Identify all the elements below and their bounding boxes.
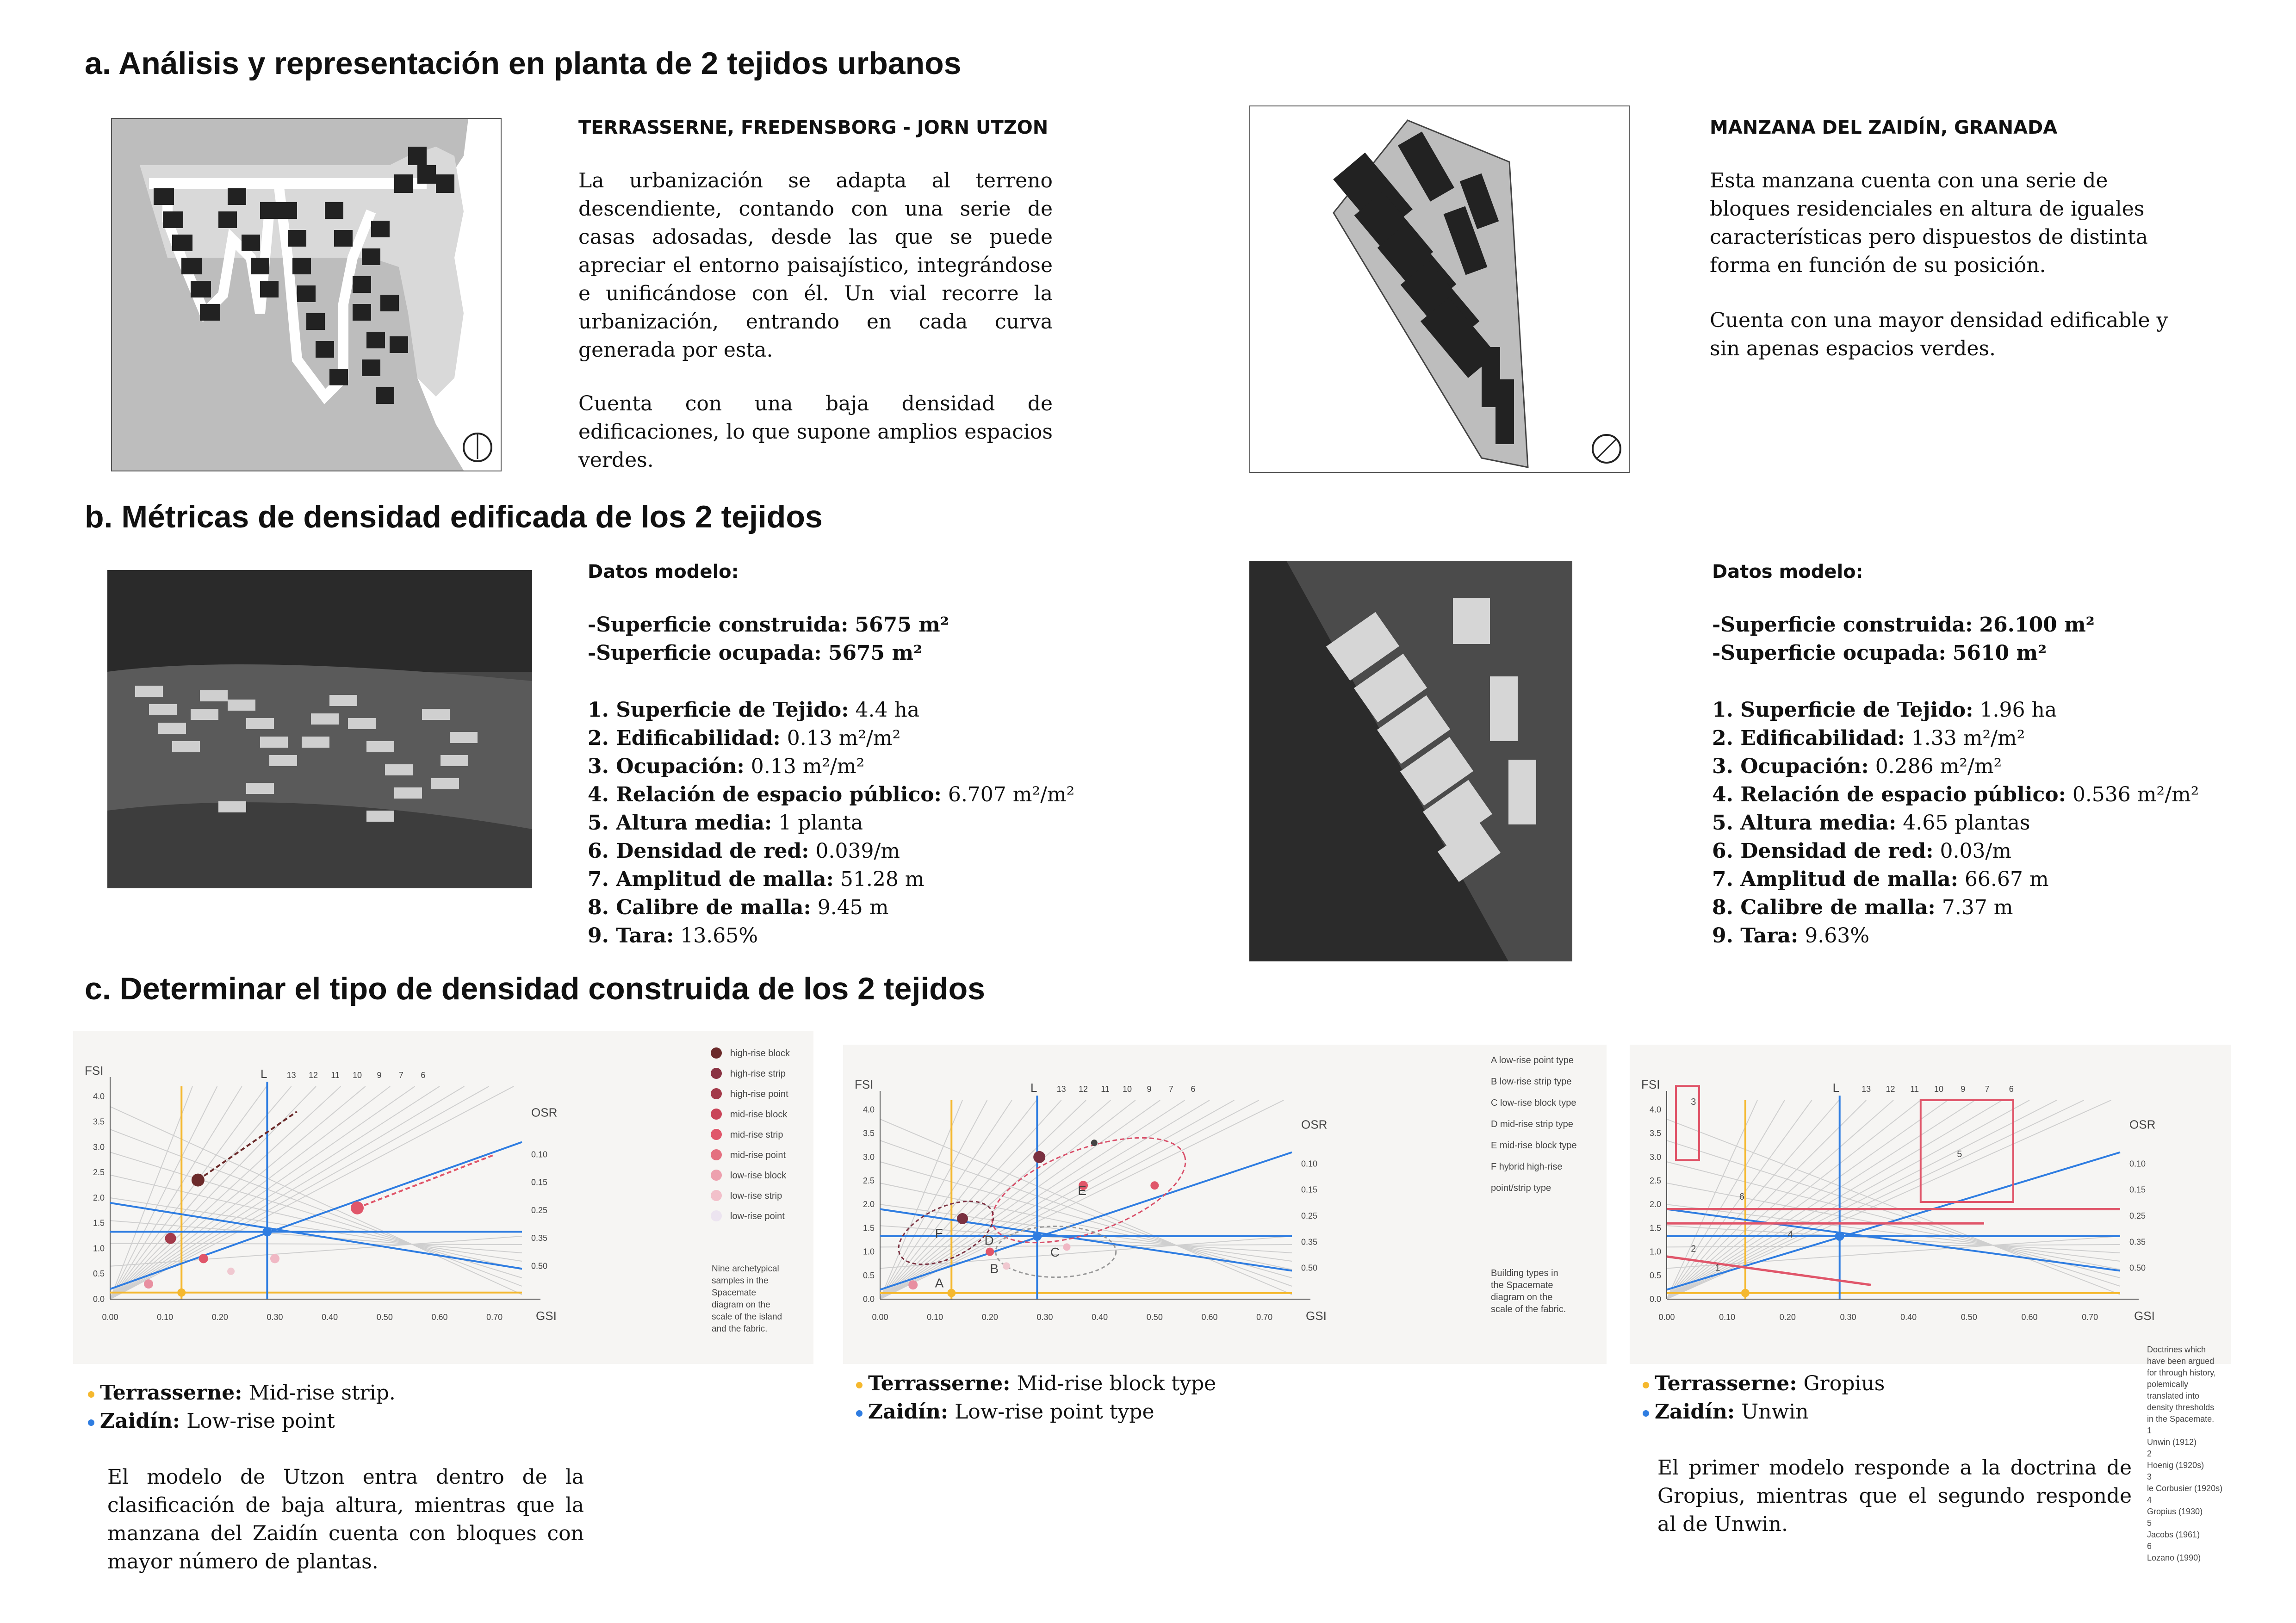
x-tick-label: 0.10 — [927, 1313, 943, 1322]
osr-tick-label: 0.10 — [1301, 1159, 1318, 1169]
x-tick-label: 0.70 — [1256, 1313, 1273, 1322]
l-tick-label: 7 — [1168, 1084, 1173, 1094]
terrasserne-built-area: -Superficie construida: 5675 m² — [588, 613, 949, 637]
metric-row: 8. Calibre de malla: 9.45 m — [588, 896, 889, 919]
y-tick-label: 2.5 — [1649, 1176, 1661, 1186]
doctrine-note-line: Jacobs (1961) — [2147, 1530, 2200, 1539]
osr-axis-label: OSR — [2129, 1117, 2156, 1132]
terrasserne-title: TERRASSERNE, FREDENSBORG - JORN UTZON — [578, 117, 1049, 138]
diagram-note-line: Spacemate — [712, 1288, 757, 1298]
terrasserne-point — [947, 1289, 956, 1297]
y-tick-label: 3.5 — [863, 1128, 875, 1138]
type-legend-label: E mid-rise block type — [1491, 1140, 1577, 1151]
osr-tick-label: 0.15 — [2129, 1185, 2146, 1195]
osr-tick-label: 0.50 — [1301, 1263, 1318, 1273]
zaidin-point — [262, 1227, 272, 1236]
y-tick-label: 3.5 — [1649, 1128, 1661, 1138]
terrasserne-metrics-list — [588, 696, 1074, 950]
y-tick-label: 2.5 — [863, 1176, 875, 1186]
type-legend-label: low-rise strip — [730, 1191, 782, 1201]
doctrine-note-line: density thresholds — [2147, 1403, 2215, 1412]
osr-axis-label: OSR — [531, 1105, 558, 1120]
l-tick-label: 10 — [352, 1071, 362, 1080]
doctrine-note-line: le Corbusier (1920s) — [2147, 1484, 2223, 1493]
l-tick-label: 13 — [1056, 1084, 1066, 1094]
terrasserne-aerial-photo — [107, 570, 532, 888]
metric-row: 2. Edificabilidad: 0.13 m²/m² — [588, 726, 901, 750]
metric-row: 8. Calibre de malla: 7.37 m — [1712, 896, 2013, 919]
x-tick-label: 0.00 — [872, 1313, 888, 1322]
sample-point — [227, 1268, 235, 1275]
x-tick-label: 0.40 — [1900, 1313, 1917, 1322]
building-type-label: B — [990, 1261, 999, 1276]
terrasserne-color-dot — [88, 1391, 94, 1398]
sample-point — [957, 1213, 968, 1224]
doctrine-note-line: in the Spacemate. — [2147, 1414, 2215, 1424]
doctrine-note-line: Lozano (1990) — [2147, 1553, 2201, 1562]
building-type-label: F — [935, 1226, 943, 1240]
diagram-note-line: Nine archetypical — [712, 1264, 779, 1274]
doctrine-note-line: 5 — [2147, 1518, 2152, 1528]
diagram-note-line: scale of the fabric. — [1491, 1304, 1566, 1314]
type-legend-dot — [711, 1109, 722, 1120]
y-tick-label: 0.0 — [1649, 1295, 1661, 1304]
diagram-note-line: the Spacemate — [1491, 1280, 1553, 1290]
y-tick-label: 4.0 — [863, 1105, 875, 1115]
osr-tick-label: 0.15 — [1301, 1185, 1318, 1195]
legend-zaidin: Zaidín: Unwin — [1643, 1398, 1885, 1426]
type-legend-label: point/strip type — [1491, 1183, 1551, 1193]
zaidin-density-note: Cuenta con una mayor densidad edificable y sin apenas espacios verdes. — [1710, 309, 2168, 360]
l-tick-label: 6 — [2009, 1084, 2014, 1094]
type-legend-dot — [711, 1129, 722, 1140]
legend-terrasserne: Terrasserne: Mid-rise block type — [856, 1369, 1216, 1398]
y-tick-label: 3.5 — [93, 1117, 105, 1127]
y-tick-label: 0.5 — [93, 1269, 105, 1279]
doctrine-number: 3 — [1691, 1097, 1696, 1108]
sample-point — [1033, 1151, 1045, 1163]
y-tick-label: 1.5 — [93, 1218, 105, 1228]
type-legend-dot — [711, 1170, 722, 1181]
zaidin-built-area: -Superficie construida: 26.100 m² — [1712, 613, 2095, 637]
zaidin-color-dot — [88, 1419, 94, 1426]
x-tick-label: 0.60 — [1201, 1313, 1218, 1322]
terrasserne-density-note: Cuenta con una baja densidad de edificaciones, lo que supone amplios espacios verdes. — [578, 392, 1053, 472]
legend-terrasserne: Terrasserne: Mid-rise strip. — [88, 1379, 396, 1407]
doctrine-note-line: 2 — [2147, 1449, 2152, 1458]
legend-zaidin: Zaidín: Low-rise point — [88, 1407, 396, 1435]
l-axis-label: L — [261, 1067, 267, 1081]
type-legend-dot — [711, 1088, 722, 1099]
sample-point — [270, 1254, 279, 1263]
type-legend-dot — [711, 1068, 722, 1079]
spacemate-diagram-1 — [73, 1031, 813, 1364]
doctrine-note-line: polemically — [2147, 1380, 2189, 1389]
x-tick-label: 0.20 — [211, 1313, 228, 1322]
type-legend-dot — [711, 1190, 722, 1201]
zaidin-title: MANZANA DEL ZAIDÍN, GRANADA — [1710, 117, 2058, 138]
metric-row: 9. Tara: 9.63% — [1712, 924, 1870, 948]
l-tick-label: 11 — [1101, 1084, 1110, 1094]
diagram-note-line: Building types in — [1491, 1268, 1558, 1278]
y-tick-label: 3.0 — [1649, 1152, 1661, 1162]
x-tick-label: 0.40 — [322, 1313, 338, 1322]
zaidin-color-dot — [1643, 1410, 1649, 1417]
sample-point — [908, 1280, 918, 1289]
sample-point — [1091, 1140, 1098, 1146]
doctrine-note-line: 1 — [2147, 1426, 2152, 1435]
terrasserne-occupied-area: -Superficie ocupada: 5675 m² — [588, 641, 923, 665]
zaidin-point — [1835, 1232, 1844, 1241]
y-tick-label: 2.0 — [863, 1200, 875, 1209]
terrasserne-description: La urbanización se adapta al terreno descendiente, contando con una serie de casas adosadas, desde las que se puede apreciar el entorno paisajístico, integrándose e unificándose con él. Un vial recorre la urbanización, entrando en cada curva generada por esta. — [578, 169, 1053, 362]
type-legend-label: B low-rise strip type — [1491, 1077, 1572, 1087]
l-tick-label: 9 — [377, 1071, 382, 1080]
diagram-note-line: scale of the island — [712, 1312, 782, 1322]
osr-tick-label: 0.10 — [2129, 1159, 2146, 1169]
gsi-axis-label: GSI — [536, 1309, 557, 1323]
diagram-note-line: samples in the — [712, 1276, 769, 1286]
x-tick-label: 0.10 — [157, 1313, 174, 1322]
sample-point — [199, 1254, 208, 1263]
doctrine-number: 6 — [1739, 1192, 1744, 1202]
osr-tick-label: 0.25 — [1301, 1211, 1318, 1220]
building-type-label: A — [935, 1276, 944, 1290]
metric-row: 7. Amplitud de malla: 66.67 m — [1712, 867, 2049, 891]
doctrine-number: 2 — [1691, 1244, 1696, 1254]
y-tick-label: 2.5 — [93, 1168, 105, 1177]
type-legend-dot — [711, 1047, 722, 1059]
x-tick-label: 0.30 — [1036, 1313, 1053, 1322]
l-tick-label: 6 — [421, 1071, 426, 1080]
zaidin-data-header: Datos modelo: — [1712, 561, 1863, 582]
doctrine-note-line: for through history, — [2147, 1368, 2216, 1377]
l-tick-label: 12 — [309, 1071, 318, 1080]
y-tick-label: 0.0 — [93, 1295, 105, 1304]
building-type-label: C — [1050, 1245, 1060, 1259]
legend-zaidin: Zaidín: Low-rise point type — [856, 1398, 1216, 1426]
x-tick-label: 0.30 — [1840, 1313, 1856, 1322]
x-tick-label: 0.60 — [431, 1313, 448, 1322]
y-tick-label: 4.0 — [1649, 1105, 1661, 1115]
type-legend-label: mid-rise block — [730, 1109, 788, 1120]
gsi-axis-label: GSI — [1306, 1309, 1327, 1323]
heading-a: a. Análisis y representación en planta de 2 tejidos urbanos — [85, 46, 962, 81]
osr-tick-label: 0.10 — [531, 1150, 548, 1159]
type-legend-label: mid-rise strip — [730, 1130, 783, 1140]
sample-point — [1063, 1243, 1070, 1251]
terrasserne-point — [1741, 1289, 1750, 1297]
sample-point — [1003, 1262, 1010, 1270]
zaidin-point — [1032, 1232, 1042, 1241]
sample-point — [1150, 1181, 1159, 1189]
y-tick-label: 0.5 — [863, 1270, 875, 1280]
x-tick-label: 0.50 — [1146, 1313, 1163, 1322]
x-tick-label: 0.50 — [1961, 1313, 1977, 1322]
y-tick-label: 3.0 — [863, 1152, 875, 1162]
terrasserne-color-dot — [1643, 1382, 1649, 1388]
doctrine-number: 5 — [1957, 1149, 1962, 1159]
osr-tick-label: 0.35 — [2129, 1237, 2146, 1247]
diagram-note-line: diagram on the — [712, 1300, 770, 1310]
doctrine-number: 1 — [1715, 1263, 1720, 1273]
y-tick-label: 1.0 — [93, 1244, 105, 1253]
metric-row: 4. Relación de espacio público: 6.707 m²/m² — [588, 783, 1075, 806]
chart2-legend — [856, 1369, 1216, 1426]
legend-terrasserne: Terrasserne: Gropius — [1643, 1369, 1885, 1398]
l-tick-label: 9 — [1147, 1084, 1152, 1094]
osr-tick-label: 0.50 — [531, 1261, 548, 1271]
y-tick-label: 1.0 — [1649, 1247, 1661, 1257]
x-tick-label: 0.00 — [1658, 1313, 1675, 1322]
diagram-background — [843, 1045, 1607, 1364]
diagram-note-line: and the fabric. — [712, 1324, 768, 1334]
metric-row: 1. Superficie de Tejido: 4.4 ha — [588, 698, 920, 722]
gsi-axis-label: GSI — [2134, 1309, 2155, 1323]
type-legend-dot — [711, 1210, 722, 1221]
l-tick-label: 11 — [331, 1071, 340, 1080]
type-legend-label: low-rise point — [730, 1211, 785, 1221]
type-legend-label: C low-rise block type — [1491, 1098, 1576, 1108]
l-tick-label: 13 — [1862, 1084, 1871, 1094]
x-tick-label: 0.20 — [1779, 1313, 1796, 1322]
zaidin-description: Esta manzana cuenta con una serie de bloques residenciales en altura de iguales características pero dispuestos de distinta forma en función de su posición. — [1710, 169, 2148, 277]
osr-tick-label: 0.25 — [2129, 1211, 2146, 1220]
metric-row: 7. Amplitud de malla: 51.28 m — [588, 867, 925, 891]
doctrine-note-line: translated into — [2147, 1391, 2200, 1400]
terrasserne-site-plan — [111, 118, 502, 471]
osr-tick-label: 0.35 — [1301, 1237, 1318, 1247]
metric-row: 2. Edificabilidad: 1.33 m²/m² — [1712, 726, 2025, 750]
y-tick-label: 0.0 — [863, 1295, 875, 1304]
osr-tick-label: 0.25 — [531, 1205, 548, 1215]
chart3-conclusion: El primer modelo responde a la doctrina de Gropius, mientras que el segundo responde al de Unwin. — [1657, 1456, 2132, 1536]
heading-c: c. Determinar el tipo de densidad construida de los 2 tejidos — [85, 971, 986, 1006]
y-tick-label: 1.5 — [863, 1223, 875, 1233]
y-tick-label: 3.0 — [93, 1142, 105, 1152]
type-legend-label: high-rise point — [730, 1089, 788, 1099]
type-legend-label: F hybrid high-rise — [1491, 1162, 1563, 1172]
chart1-conclusion: El modelo de Utzon entra dentro de la clasificación de baja altura, mientras que la manzana del Zaidín cuenta con bloques con mayor número de plantas. — [107, 1465, 584, 1573]
y-tick-label: 1.5 — [1649, 1223, 1661, 1233]
osr-tick-label: 0.50 — [2129, 1263, 2146, 1273]
zaidin-occupied-area: -Superficie ocupada: 5610 m² — [1712, 641, 2047, 665]
sample-point — [192, 1174, 205, 1187]
type-legend-label: low-rise block — [730, 1171, 787, 1181]
l-tick-label: 12 — [1886, 1084, 1895, 1094]
sample-point — [986, 1248, 994, 1256]
zaidin-site-plan — [1249, 105, 1630, 473]
fsi-axis-label: FSI — [85, 1064, 104, 1078]
x-tick-label: 0.40 — [1092, 1313, 1108, 1322]
y-tick-label: 0.5 — [1649, 1270, 1661, 1280]
x-tick-label: 0.60 — [2021, 1313, 2038, 1322]
osr-tick-label: 0.15 — [531, 1177, 548, 1187]
spacemate-diagram-3 — [1630, 1045, 2231, 1364]
type-legend-dot — [711, 1149, 722, 1160]
l-axis-label: L — [1030, 1081, 1037, 1095]
doctrine-note-line: Gropius (1930) — [2147, 1507, 2203, 1516]
osr-axis-label: OSR — [1301, 1117, 1328, 1132]
y-tick-label: 1.0 — [863, 1247, 875, 1257]
doctrine-note-line: 4 — [2147, 1495, 2152, 1505]
doctrine-note-line: have been argued — [2147, 1357, 2215, 1366]
doctrine-note-line: Hoenig (1920s) — [2147, 1461, 2204, 1470]
doctrine-number: 4 — [1787, 1229, 1793, 1240]
l-tick-label: 12 — [1079, 1084, 1088, 1094]
metric-row: 6. Densidad de red: 0.039/m — [588, 839, 900, 863]
x-tick-label: 0.30 — [267, 1313, 283, 1322]
building-type-label: E — [1078, 1183, 1086, 1198]
chart3-legend — [1643, 1369, 1885, 1426]
l-tick-label: 7 — [398, 1071, 403, 1080]
metric-row: 6. Densidad de red: 0.03/m — [1712, 839, 2012, 863]
x-tick-label: 0.70 — [486, 1313, 503, 1322]
heading-b: b. Métricas de densidad edificada de los 2 tejidos — [85, 499, 823, 534]
terrasserne-data-header: Datos modelo: — [588, 561, 739, 582]
y-tick-label: 4.0 — [93, 1091, 105, 1101]
x-tick-label: 0.70 — [2082, 1313, 2098, 1322]
metric-row: 5. Altura media: 4.65 plantas — [1712, 811, 2030, 835]
zaidin-aerial-photo — [1249, 561, 1572, 961]
x-tick-label: 0.50 — [376, 1313, 393, 1322]
metric-row: 3. Ocupación: 0.13 m²/m² — [588, 755, 865, 778]
l-tick-label: 10 — [1934, 1084, 1944, 1094]
sample-point — [144, 1279, 153, 1288]
doctrine-note-line: Unwin (1912) — [2147, 1437, 2197, 1447]
type-legend-label: mid-rise point — [730, 1150, 786, 1160]
fsi-axis-label: FSI — [855, 1078, 874, 1091]
type-legend-label: high-rise strip — [730, 1069, 786, 1079]
x-tick-label: 0.20 — [981, 1313, 998, 1322]
l-tick-label: 7 — [1985, 1084, 1990, 1094]
zaidin-metrics-list — [1712, 696, 2199, 950]
type-legend-label: high-rise block — [730, 1048, 790, 1059]
l-axis-label: L — [1832, 1081, 1840, 1095]
doctrine-note-line: Doctrines which — [2147, 1345, 2206, 1354]
sample-point — [351, 1202, 364, 1214]
spacemate-diagram-2 — [843, 1045, 1607, 1364]
y-tick-label: 2.0 — [1649, 1200, 1661, 1209]
l-tick-label: 6 — [1191, 1084, 1196, 1094]
sample-point — [165, 1233, 176, 1244]
metric-row: 5. Altura media: 1 planta — [588, 811, 863, 835]
l-tick-label: 13 — [286, 1071, 296, 1080]
zaidin-color-dot — [856, 1410, 863, 1417]
x-tick-label: 0.10 — [1719, 1313, 1736, 1322]
terrasserne-point — [177, 1288, 186, 1297]
metric-row: 9. Tara: 13.65% — [588, 924, 758, 948]
terrasserne-color-dot — [856, 1382, 863, 1388]
metric-row: 1. Superficie de Tejido: 1.96 ha — [1712, 698, 2057, 722]
l-tick-label: 10 — [1122, 1084, 1132, 1094]
fsi-axis-label: FSI — [1641, 1078, 1660, 1091]
building-type-label: D — [984, 1233, 994, 1248]
type-legend-label: A low-rise point type — [1491, 1055, 1574, 1065]
doctrine-note-line: 3 — [2147, 1472, 2152, 1481]
metric-row: 3. Ocupación: 0.286 m²/m² — [1712, 755, 2002, 778]
type-legend-label: D mid-rise strip type — [1491, 1119, 1573, 1129]
osr-tick-label: 0.35 — [531, 1233, 548, 1243]
x-tick-label: 0.00 — [102, 1313, 118, 1322]
chart1-legend — [88, 1379, 396, 1435]
doctrines-note — [2147, 1344, 2240, 1564]
l-tick-label: 9 — [1961, 1084, 1966, 1094]
metric-row: 4. Relación de espacio público: 0.536 m²/m² — [1712, 783, 2199, 806]
l-tick-label: 11 — [1910, 1084, 1919, 1094]
doctrine-note-line: 6 — [2147, 1542, 2152, 1551]
y-tick-label: 2.0 — [93, 1193, 105, 1202]
diagram-note-line: diagram on the — [1491, 1292, 1553, 1302]
